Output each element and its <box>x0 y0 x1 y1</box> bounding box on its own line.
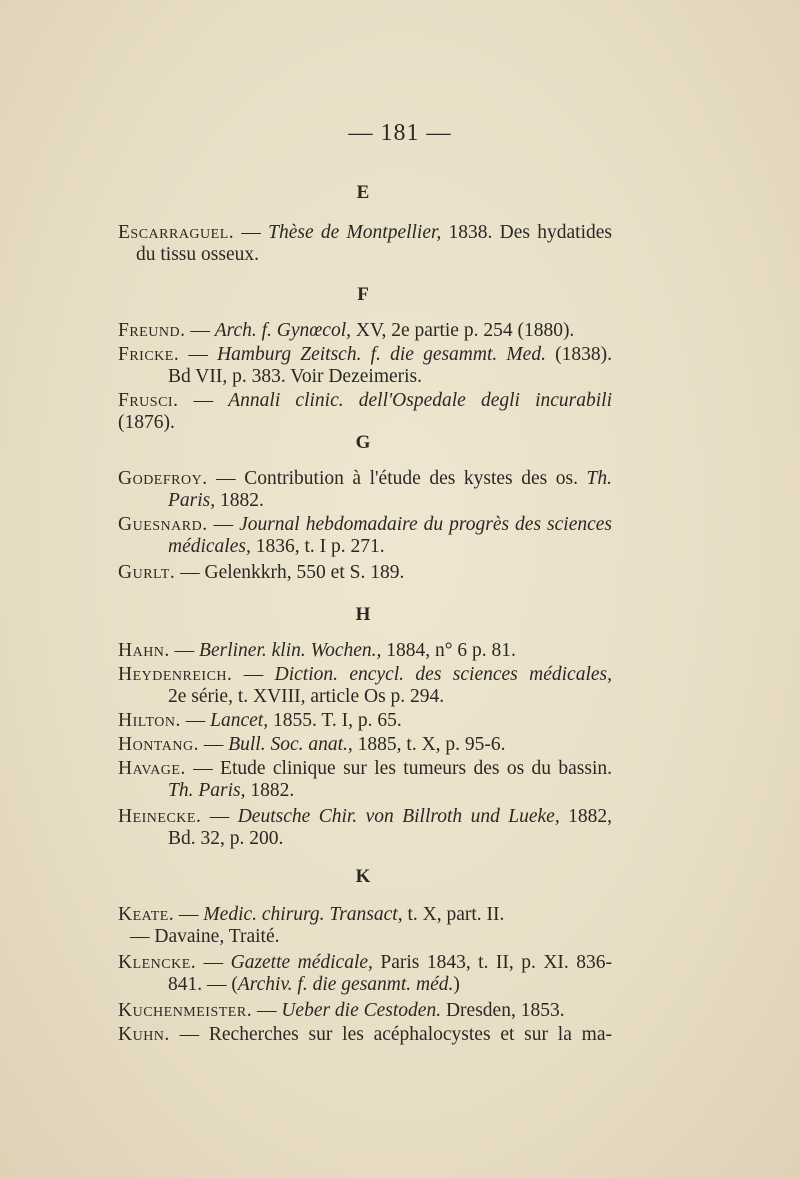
continuation: 2e série, t. XVIII, article Os p. 294. <box>168 686 445 707</box>
title: Diction. encycl. des sciences médicales, <box>274 664 612 685</box>
entry-heydenreich <box>118 664 612 708</box>
entry-klencke <box>118 952 612 996</box>
title-continuation: Th. Paris, <box>168 780 246 801</box>
entry-escarraguel <box>118 222 612 266</box>
dash: — <box>252 1000 282 1021</box>
title-continuation: Paris, <box>168 490 216 511</box>
author: Fricke. <box>118 344 180 365</box>
entry-freund <box>118 320 612 342</box>
entry-godefroy <box>118 468 612 512</box>
dash: — <box>207 514 240 535</box>
entry-hilton <box>118 710 612 732</box>
details: 1838. Des hydatides <box>441 222 612 243</box>
title: Lancet, <box>210 710 269 731</box>
dash: — <box>198 734 229 755</box>
author: Kuhn. <box>118 1024 170 1045</box>
details: — Gelenkkrh, 550 et S. 189. <box>175 562 405 583</box>
author: Heydenreich. <box>118 664 233 685</box>
entry-havage <box>118 758 612 802</box>
author: Klencke. <box>118 952 197 973</box>
title-continuation: médicales, <box>168 536 251 557</box>
details: — Contribution à l'étude des kystes des os. <box>207 468 587 489</box>
details-continuation: 1882. <box>245 780 295 801</box>
details-continuation: 1836, t. I p. 271. <box>250 536 385 557</box>
author: Hontang. <box>118 734 199 755</box>
author: Heinecke. <box>118 806 202 827</box>
entry-frusci <box>118 390 612 434</box>
entry-gurlt <box>118 562 612 584</box>
title: Bull. Soc. anat., <box>228 734 353 755</box>
dash: — <box>185 320 215 341</box>
title: Medic. chirurg. Transact, <box>203 904 403 925</box>
details: — Recherches sur les acéphalocystes et sur la ma- <box>169 1024 612 1045</box>
author: Godefroy. <box>118 468 208 489</box>
continuation: Bd VII, p. 383. Voir Dezeimeris. <box>168 366 423 387</box>
dash: — <box>179 344 218 365</box>
dash: — <box>174 904 204 925</box>
details: 1855. T. I, p. 65. <box>268 710 402 731</box>
details-continuation: 1882. <box>215 490 264 511</box>
title: Deutsche Chir. von Billroth und Lueke, <box>237 806 560 827</box>
title-continuation: Archiv. f. die gesanmt. méd. <box>237 974 454 995</box>
continuation: du tissu osseux. <box>136 244 259 265</box>
title: Thèse de Montpellier, <box>268 222 442 243</box>
section-heading-e: E <box>356 182 370 203</box>
title: Hamburg Zeitsch. f. die gesammt. Med. <box>217 344 546 365</box>
details-continuation-end: ) <box>453 974 460 995</box>
entry-hahn <box>118 640 612 662</box>
section-heading-f: F <box>357 284 369 305</box>
author: Havage. <box>118 758 186 779</box>
author: Hilton. <box>118 710 181 731</box>
dash: — <box>169 640 200 661</box>
dash: — <box>180 710 211 731</box>
author: Frusci. <box>118 390 179 411</box>
details: 1884, n° 6 p. 81. <box>381 640 516 661</box>
title: Annali clinic. dell'Ospedale degli incurabili <box>228 390 612 411</box>
details: — Etude clinique sur les tumeurs des os du bassin. <box>185 758 612 779</box>
author: Keate. <box>118 904 175 925</box>
section-heading-k: K <box>355 866 371 887</box>
author: Gurlt. <box>118 562 176 583</box>
title: Berliner. klin. Wochen., <box>199 640 382 661</box>
details: Paris 1843, t. II, p. XI. 836- <box>372 952 613 973</box>
section-heading-g: G <box>355 432 371 453</box>
entry-kuhn <box>118 1024 612 1046</box>
author: Hahn. <box>118 640 170 661</box>
details: 1882, <box>559 806 613 827</box>
title: Ueber die Cestoden. <box>281 1000 442 1021</box>
continuation: — Davaine, Traité. <box>130 926 280 947</box>
page-number: — 181 — <box>348 120 452 146</box>
dash: — <box>196 952 231 973</box>
details: Dresden, 1853. <box>441 1000 565 1021</box>
details: XV, 2e partie p. 254 (1880). <box>351 320 575 341</box>
continuation: Bd. 32, p. 200. <box>168 828 284 849</box>
details-continuation-start: 841. — ( <box>168 974 238 995</box>
author: Kuchenmeister. <box>118 1000 253 1021</box>
details: (1838). <box>545 344 612 365</box>
details: (1876). <box>118 412 175 433</box>
entry-heinecke <box>118 806 612 850</box>
title: Journal hebdomadaire du progrès des sciences <box>239 514 612 535</box>
details: t. X, part. II. <box>402 904 505 925</box>
details: 1885, t. X, p. 95-6. <box>352 734 506 755</box>
dash: — <box>234 222 269 243</box>
title: Th. <box>586 468 612 489</box>
author: Guesnard. <box>118 514 208 535</box>
entry-keate <box>118 904 612 948</box>
dash: — <box>232 664 275 685</box>
entry-fricke <box>118 344 612 388</box>
author: Escarraguel. <box>118 222 235 243</box>
title: Gazette médicale, <box>230 952 373 973</box>
author: Freund. <box>118 320 186 341</box>
title: Arch. f. Gynœcol, <box>214 320 351 341</box>
entry-kuchenmeister <box>118 1000 612 1022</box>
dash: — <box>201 806 238 827</box>
dash: — <box>178 390 229 411</box>
entry-hontang <box>118 734 612 756</box>
section-heading-h: H <box>355 604 371 625</box>
entry-guesnard <box>118 514 612 558</box>
